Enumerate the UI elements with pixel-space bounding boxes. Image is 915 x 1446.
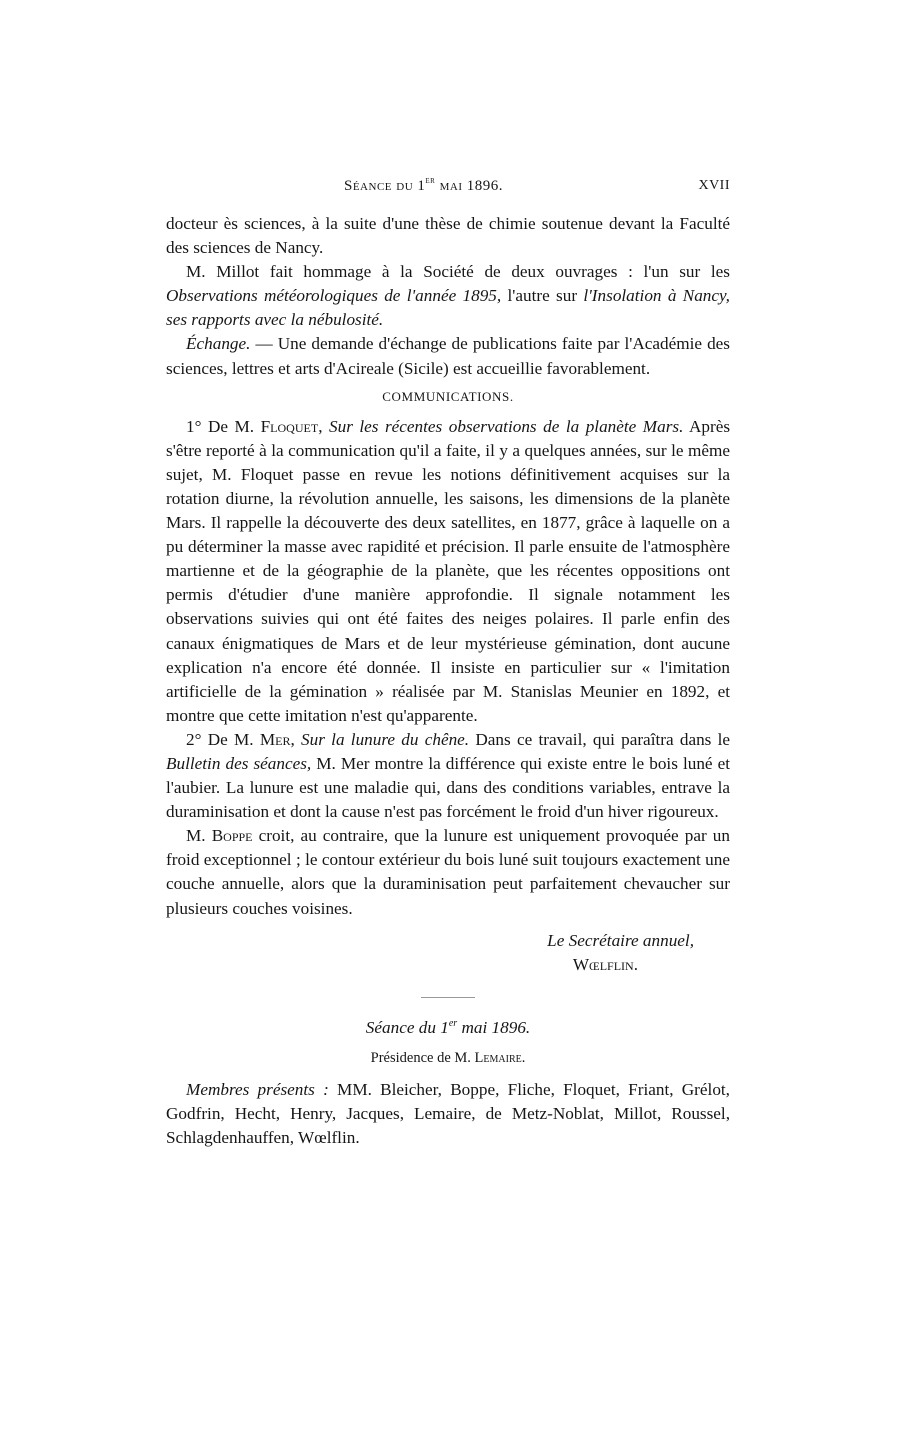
header-title-text: Séance du 1	[344, 178, 426, 194]
presidence-text: Présidence de M.	[370, 1049, 475, 1066]
communication-mer	[166, 728, 730, 824]
floquet-name: Floquet	[260, 416, 319, 436]
communication-floquet	[166, 415, 730, 728]
floquet-text: Après s'être reporté à la communication qu'il a faite, il y a quelques années, sur le même sujet, M. Floquet passe en revue les notions définitivement acquises sur la rotation diurne, la révolution annuelle, les saisons, les dimensions de la planète Mars. Il rappelle la découverte des deux satellites, en 1877, grâce à laquelle on a pu déterminer la masse avec rapidité et précision. Il parle ensuite de l'atmosphère martienne et de la géographie de la planète, que les récentes oppositions ont permis d'étudier d'une manière approfondie. Il signale notamment les observations suivies qui ont été faites des neiges polaires. Il parle enfin des canaux énigmatiques de Mars et de leur mystérieuse gémination, dont aucune explication n'a encore été donnée. Il insiste en particulier sur « l'imitation artificielle de la gémination » réalisée par M. Stanislas Meunier en 1892, et montre que cette imitation n'est qu'apparente.	[166, 416, 731, 725]
floquet-number: 1° De M.	[186, 416, 261, 436]
echange-label: Échange.	[186, 334, 251, 354]
boppe-text: croit, au contraire, que la lunure est uniquement provoquée par un froid exceptionnel ; le contour extérieur du bois luné suit toujours exactement une couche annuelle, alors que la duraminisation peut parfaitement chevaucher sur plusieurs couches voisines.	[166, 826, 730, 918]
mer-text-2: M. Mer montre la différence qui existe entre le bois luné et l'aubier. La lunure est une maladie qui, dans des conditions variables, entrave la duraminisation et dont la cause n'est pas forcément le froid d'un hiver rigoureux.	[166, 753, 731, 822]
presidence-line	[166, 1046, 730, 1070]
mer-title: Sur la lunure du chêne.	[301, 729, 470, 749]
mer-text: Dans ce travail, qui paraîtra dans le	[469, 729, 731, 749]
president-name: Lemaire	[474, 1049, 522, 1066]
body-text	[166, 212, 730, 1150]
mer-name: Mer	[259, 729, 291, 749]
signature-role: Le Secrétaire annuel,	[547, 930, 694, 950]
header-title-sup: er	[425, 175, 436, 186]
section-separator	[421, 997, 475, 998]
seance-title	[166, 1016, 730, 1040]
millot-text: M. Millot fait hommage à la Société de deux ouvrages : l'un sur les	[186, 262, 730, 282]
floquet-title: Sur les récentes observations de la planète Mars.	[329, 416, 684, 436]
paragraph-thesis: docteur ès sciences, à la suite d'une thèse de chimie soutenue devant la Faculté des sciences de Nancy.	[166, 214, 730, 258]
seance-title-sup: er	[448, 1017, 458, 1029]
millot-work-1: Observations météorologiques de l'année 1895,	[166, 286, 502, 306]
page-number: XVII	[698, 178, 730, 193]
communications-heading: COMMUNICATIONS.	[382, 388, 514, 404]
header-title	[344, 175, 503, 195]
mer-number: 2° De M.	[186, 729, 260, 749]
seance-title-text: Séance du 1	[365, 1017, 449, 1037]
remark-boppe	[166, 824, 730, 920]
millot-work-2: l'Insolation à Nancy, ses rapports avec la nébulosité.	[166, 286, 730, 330]
millot-text-2: l'autre sur	[501, 286, 584, 306]
members-present	[166, 1078, 730, 1150]
mer-sep: ,	[290, 729, 302, 749]
boppe-prefix: M.	[186, 826, 212, 846]
bulletin-title: Bulletin des séances,	[166, 753, 312, 773]
floquet-sep: ,	[318, 416, 329, 436]
members-list: MM. Bleicher, Boppe, Fliche, Floquet, Friant, Grélot, Godfrin, Hecht, Henry, Jacques, Lemaire, de Metz-Noblat, Millot, Roussel, Schlagdenhauffen, Wœlflin.	[166, 1080, 730, 1148]
presidence-end: .	[521, 1049, 526, 1066]
header-title-text-end: mai 1896.	[435, 178, 503, 194]
seance-title-text-end: mai 1896.	[457, 1017, 531, 1037]
signature-name: Wœlflin.	[572, 954, 638, 974]
boppe-name: Boppe	[211, 826, 253, 846]
paragraph-millot	[166, 260, 730, 332]
echange-text: — Une demande d'échange de publications faite par l'Académie des sciences, lettres et arts d'Acireale (Sicile) est accueillie favorablement.	[166, 334, 730, 378]
members-label: Membres présents :	[186, 1080, 329, 1099]
paragraph-echange	[166, 332, 730, 380]
